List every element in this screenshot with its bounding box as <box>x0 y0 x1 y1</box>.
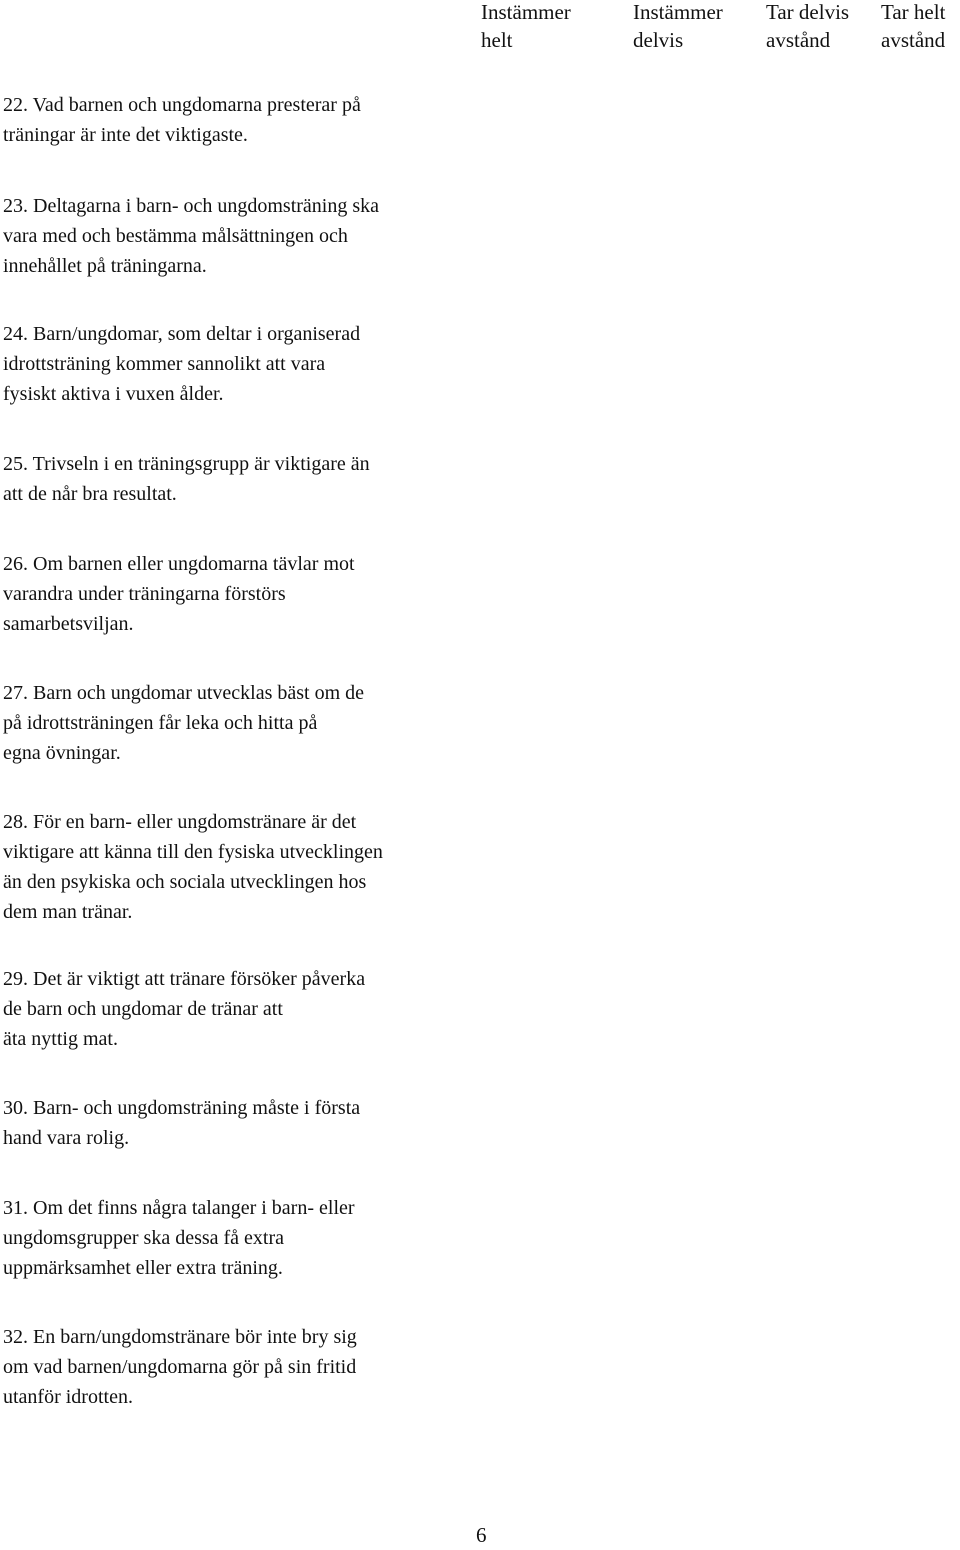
header-column-agree-partly <box>633 0 723 54</box>
question-22 <box>3 90 483 150</box>
question-31 <box>3 1193 483 1283</box>
question-text: 30. Barn- och ungdomsträning måste i första <box>3 1097 361 1119</box>
question-text: om vad barnen/ungdomarna gör på sin fritid <box>3 1356 357 1378</box>
question-text: 27. Barn och ungdomar utvecklas bäst om de <box>3 682 365 704</box>
question-text: samarbetsviljan. <box>3 613 134 635</box>
header-label: delvis <box>633 28 684 52</box>
question-30 <box>3 1093 483 1153</box>
header-label: Tar helt <box>881 0 946 24</box>
question-text: viktigare att känna till den fysiska utvecklingen <box>3 841 383 863</box>
question-26 <box>3 549 483 639</box>
question-text: innehållet på träningarna. <box>3 255 207 277</box>
question-text: 24. Barn/ungdomar, som deltar i organiserad <box>3 323 361 345</box>
question-text: vara med och bestämma målsättningen och <box>3 225 348 247</box>
header-label: helt <box>481 28 513 52</box>
question-27 <box>3 678 483 768</box>
question-25 <box>3 449 483 509</box>
question-text: fysiskt aktiva i vuxen ålder. <box>3 383 224 405</box>
question-text: 32. En barn/ungdomstränare bör inte bry sig <box>3 1326 357 1348</box>
question-text: utanför idrotten. <box>3 1386 133 1408</box>
header-label: Instämmer <box>633 0 723 24</box>
question-28 <box>3 807 483 927</box>
question-text: 26. Om barnen eller ungdomarna tävlar mot <box>3 553 355 575</box>
question-29 <box>3 964 483 1054</box>
question-text: 22. Vad barnen och ungdomarna presterar på <box>3 94 361 116</box>
header-label: Instämmer <box>481 0 571 24</box>
question-text: 25. Trivseln i en träningsgrupp är viktigare än <box>3 453 370 475</box>
question-text: på idrottsträningen får leka och hitta på <box>3 712 318 734</box>
header-label: avstånd <box>881 28 946 52</box>
question-text: ungdomsgrupper ska dessa få extra <box>3 1227 285 1249</box>
question-text: dem man tränar. <box>3 901 133 923</box>
question-text: äta nyttig mat. <box>3 1028 118 1050</box>
question-text: uppmärksamhet eller extra träning. <box>3 1257 283 1279</box>
question-text: träningar är inte det viktigaste. <box>3 124 248 146</box>
question-23 <box>3 191 483 281</box>
question-24 <box>3 319 483 409</box>
question-text: idrottsträning kommer sannolikt att vara <box>3 353 326 375</box>
question-text: 31. Om det finns några talanger i barn- eller <box>3 1197 355 1219</box>
header-column-agree-fully <box>481 0 571 54</box>
question-text: 29. Det är viktigt att tränare försöker påverka <box>3 968 366 990</box>
question-text: de barn och ungdomar de tränar att <box>3 998 283 1020</box>
question-text: egna övningar. <box>3 742 121 764</box>
page-number: 6 <box>476 1523 487 1547</box>
question-text: att de når bra resultat. <box>3 483 177 505</box>
header-column-disagree-fully <box>881 0 945 54</box>
question-text: 23. Deltagarna i barn- och ungdomsträning ska <box>3 195 380 217</box>
question-32 <box>3 1322 483 1412</box>
header-label: Tar delvis <box>766 0 850 24</box>
header-column-disagree-partly <box>766 0 849 54</box>
question-text: än den psykiska och sociala utvecklingen hos <box>3 871 367 893</box>
question-text: 28. För en barn- eller ungdomstränare är det <box>3 811 357 833</box>
question-text: hand vara rolig. <box>3 1127 130 1149</box>
header-label: avstånd <box>766 28 831 52</box>
question-text: varandra under träningarna förstörs <box>3 583 286 605</box>
